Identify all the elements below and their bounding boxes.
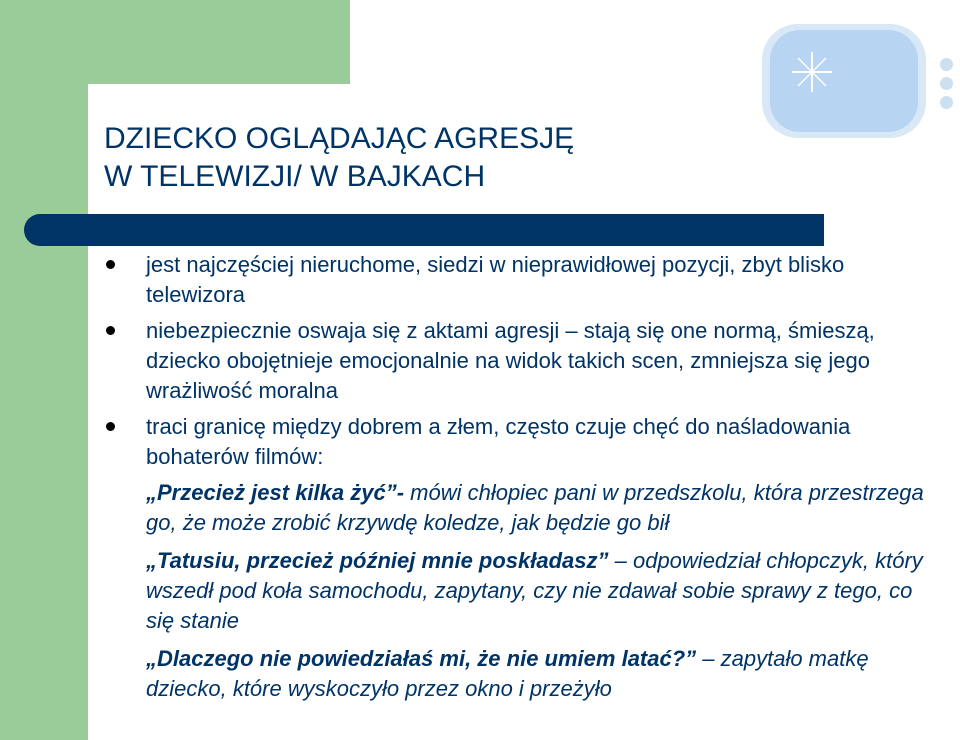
quote-explanation: – odpowiedział chłopczyk, który wszedł pod koła samochodu, zapytany, czy nie zdawał sobie sprawy z tego, co się stanie [146, 548, 923, 633]
quote-text: „Dlaczego nie powiedziałaś mi, że nie umiem latać?” [146, 646, 697, 671]
title-line-2: W TELEWIZJI/ W BAJKACH [104, 160, 486, 193]
dot-icon [940, 96, 953, 109]
quote-text: „Tatusiu, przecież później mnie poskładasz” [146, 548, 609, 573]
bullet-item [104, 412, 924, 472]
quote-explanation: – zapytało matkę dziecko, które wyskoczyło przez okno i przeżyło [146, 646, 869, 701]
quote-paragraph [104, 644, 924, 704]
title-line-1: DZIECKO OGLĄDAJĄC AGRESJĘ [104, 122, 575, 155]
bullet-icon [106, 326, 115, 335]
quote-paragraph [104, 546, 924, 636]
bullet-text: jest najczęściej nieruchome, siedzi w nieprawidłowej pozycji, zbyt blisko telewizora [146, 252, 845, 307]
quote-text: „Przecież jest kilka żyć”- [146, 480, 405, 505]
accent-side-strip [0, 0, 88, 740]
slide-title [104, 120, 574, 196]
dot-icon [940, 58, 953, 71]
bullet-item [104, 250, 924, 310]
slide-body [104, 250, 924, 712]
bullet-text: niebezpiecznie oswaja się z aktami agresji – stają się one normą, śmieszą, dziecko obojętnieje emocjonalnie na widok takich scen, zmniejsza się jego wrażliwość moralna [146, 318, 875, 403]
bullet-text: traci granicę między dobrem a złem, często czuje chęć do naśladowania bohaterów filmów: [146, 414, 851, 469]
accent-top-tab [0, 0, 350, 84]
tv-screen-logo-icon [760, 22, 928, 140]
title-divider-bar [24, 214, 824, 246]
dot-icon [940, 77, 953, 90]
bullet-item [104, 316, 924, 406]
quote-explanation: mówi chłopiec pani w przedszkolu, która przestrzega go, że może zrobić krzywdę koledze, jak będzie go bił [146, 480, 924, 535]
bullet-icon [106, 422, 115, 431]
decorative-dots [940, 58, 958, 118]
bullet-icon [106, 260, 115, 269]
quote-paragraph [104, 478, 924, 538]
